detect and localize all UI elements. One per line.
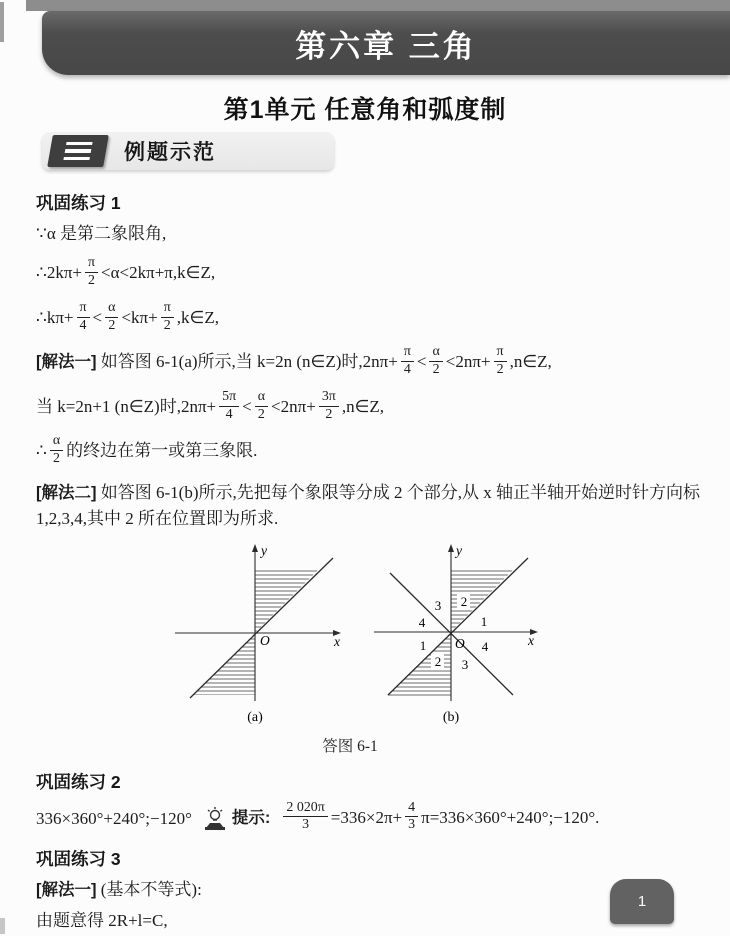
scan-artifact (0, 2, 4, 42)
sector-label: 4 (481, 638, 489, 654)
sector-label: 4 (418, 614, 426, 630)
sector-label: 2 (434, 653, 442, 669)
page-number-badge (610, 879, 674, 924)
page-body (36, 180, 704, 936)
practice2-row (36, 799, 704, 836)
quadrant-diagram-b (370, 541, 570, 731)
math-line: [解法二] 如答图 6-1(b)所示,先把每个象限等分成 2 个部分,从 x 轴正半轴开始逆时针方向标 1,2,3,4,其中 2 所在位置即为所求. (36, 482, 700, 529)
math-line: ∴kπ+ $\frac{\pi}{4}$ < $\frac{\alpha}{2}$ <kπ+ $\frac{\pi}{2}$ ,k∈Z, (36, 299, 219, 333)
math-line: ∴2kπ+ $\frac{\pi}{2}$ <α<2kπ+π,k∈Z, (36, 255, 216, 289)
scan-edge-strip (26, 0, 730, 11)
origin-label: O (455, 635, 465, 651)
y-label: y (261, 542, 267, 558)
menu-lines-icon (47, 135, 109, 167)
math-line: 由题意得 2R+l=C, (36, 910, 168, 930)
section-badge (42, 132, 334, 170)
practice2-title: 巩固练习 2 (36, 771, 121, 792)
hint-label: 提示: (231, 809, 271, 828)
math-line: $\frac{2 020\pi}{3}$ =336×2π+ $\frac{4}{3}$ π=336×360°+240°;−120°. (280, 802, 599, 836)
unit-title: 第1单元 任意角和弧度制 (223, 96, 507, 124)
hint-block (202, 806, 271, 832)
scan-artifact (0, 918, 5, 934)
x-label: x (334, 633, 340, 649)
y-axis-arrow (252, 544, 258, 552)
sector-label: 2 (460, 593, 468, 609)
math-line: [解法一] 如答图 6-1(a)所示,当 k=2n (n∈Z)时,2nπ+ $\frac{\pi}{4}$ < $\frac{\alpha}{2}$ <2nπ+ $\frac{\pi}{2}$ ,n∈Z, (36, 344, 552, 378)
y-label: y (456, 542, 462, 558)
practice3-title: 巩固练习 3 (36, 849, 121, 870)
chapter-title: 第六章 三角 (295, 28, 477, 64)
math-line: ∴ $\frac{\alpha}{2}$ 的终边在第一或第三象限. (36, 433, 258, 466)
sector-label: 1 (480, 613, 488, 629)
answer-figure-6-1 (36, 541, 704, 733)
sector-label: 3 (461, 656, 469, 672)
y-axis-arrow (448, 544, 454, 552)
sector-label: 3 (434, 597, 442, 613)
page-number: 1 (637, 893, 647, 910)
quadrant-diagram-a (148, 541, 348, 731)
practice1-title: 巩固练习 1 (36, 193, 121, 213)
subfigure-b-label: (b) (442, 709, 460, 725)
subfigure-a-label: (a) (247, 709, 263, 725)
shaded-region-q1 (255, 570, 318, 633)
badge-label: 例题示范 (124, 141, 216, 164)
origin-label: O (260, 632, 270, 648)
figure-caption: 答图 6-1 (322, 737, 378, 755)
math-line: 当 k=2n+1 (n∈Z)时,2nπ+ $\frac{5\pi}{4}$ < $\frac{\alpha}{2}$ <2nπ+ $\frac{3\pi}{2}$ ,n∈Z, (36, 388, 385, 422)
sector-label: 1 (419, 637, 427, 653)
math-line: ∵α 是第二象限角, (36, 224, 167, 244)
math-line: [解法一] (基本不等式): (36, 880, 202, 900)
hint-lightbulb-icon (202, 806, 228, 832)
practice2-answer: 336×360°+240°;−120° (36, 808, 192, 828)
chapter-banner (42, 11, 730, 75)
x-label: x (528, 632, 534, 648)
